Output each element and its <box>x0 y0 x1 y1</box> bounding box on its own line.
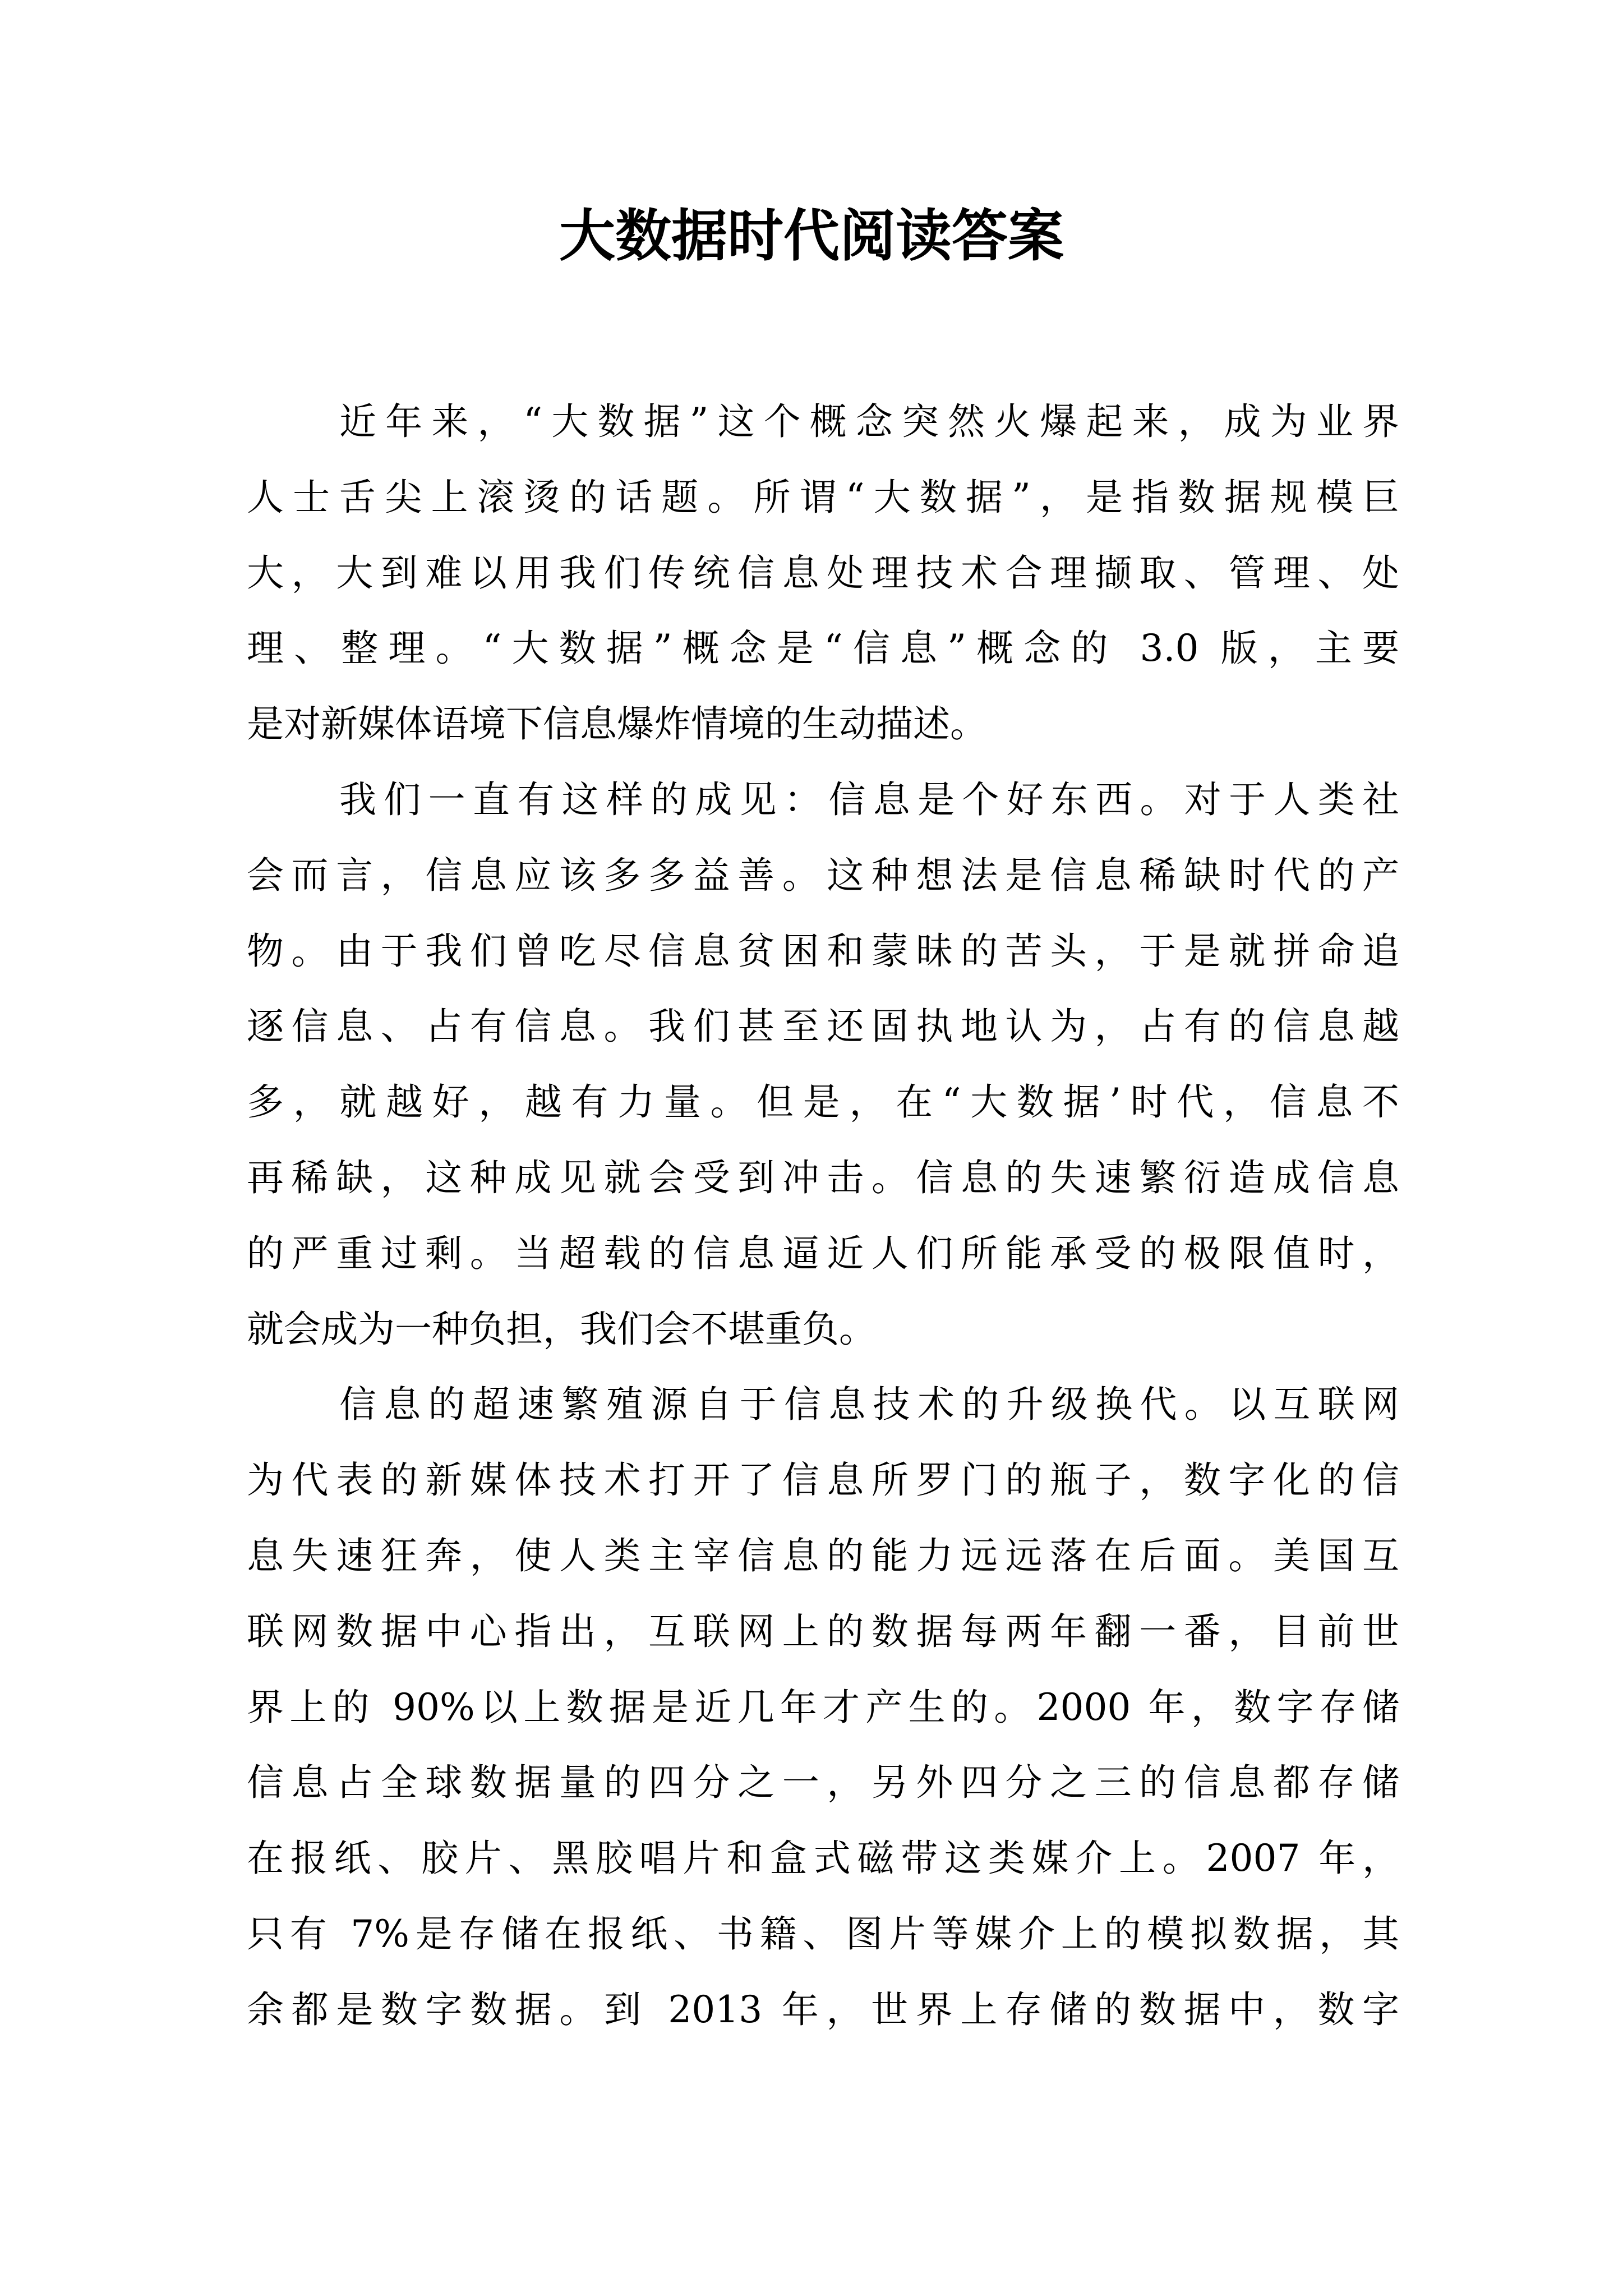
text-line: 多，就越好，越有力量。但是，在“大数据’时代，信息不 <box>247 1080 1399 1124</box>
text-line: 近年来，“大数据”这个概念突然火爆起来，成为业界 <box>339 400 1399 443</box>
text-line: 息失速狂奔，使人类主宰信息的能力远远落在后面。美国互 <box>247 1534 1399 1577</box>
text-line: 物。由于我们曾吃尽信息贫困和蒙昧的苦头，于是就拼命追 <box>247 929 1399 973</box>
text-line: 为代表的新媒体技术打开了信息所罗门的瓶子，数字化的信 <box>247 1458 1399 1502</box>
text-line: 余都是数字数据。到 2013 年，世界上存储的数据中，数字 <box>247 1987 1399 2031</box>
text-line: 会而言，信息应该多多益善。这种想法是信息稀缺时代的产 <box>247 853 1399 897</box>
document-body <box>247 384 1399 2048</box>
text-line: 信息的超速繁殖源自于信息技术的升级换代。以互联网 <box>339 1383 1399 1427</box>
paragraph-3 <box>247 1367 1399 2047</box>
text-line: 只有 7%是存储在报纸、书籍、图片等媒介上的模拟数据，其 <box>247 1912 1399 1955</box>
text-line: 人士舌尖上滚烫的话题。所谓“大数据”，是指数据规模巨 <box>247 475 1399 519</box>
text-line: 我们一直有这样的成见：信息是个好东西。对于人类社 <box>339 777 1399 821</box>
text-line: 再稀缺，这种成见就会受到冲击。信息的失速繁衍造成信息 <box>247 1156 1399 1199</box>
text-line: 是对新媒体语境下信息爆炸情境的生动描述。 <box>247 702 987 746</box>
text-line: 的严重过剩。当超载的信息逼近人们所能承受的极限值时， <box>247 1231 1399 1275</box>
text-line: 信息占全球数据量的四分之一，另外四分之三的信息都存储 <box>247 1761 1399 1805</box>
text-line: 在报纸、胶片、黑胶唱片和盒式磁带这类媒介上。2007 年， <box>247 1837 1399 1880</box>
document-title: 大数据时代阅读答案 <box>559 203 1064 269</box>
text-line: 理、整理。“大数据”概念是“信息”概念的 3.0 版，主要 <box>247 627 1399 670</box>
paragraph-1 <box>247 384 1399 762</box>
paragraph-2 <box>247 762 1399 1367</box>
text-line: 大，大到难以用我们传统信息处理技术合理撷取、管理、处 <box>247 551 1399 595</box>
text-line: 联网数据中心指出，互联网上的数据每两年翻一番，目前世 <box>247 1609 1399 1653</box>
text-line: 逐信息、占有信息。我们甚至还固执地认为，占有的信息越 <box>247 1005 1399 1048</box>
text-line: 就会成为一种负担，我们会不堪重负。 <box>247 1307 876 1351</box>
text-line: 界上的 90%以上数据是近几年才产生的。2000 年，数字存储 <box>247 1685 1399 1729</box>
